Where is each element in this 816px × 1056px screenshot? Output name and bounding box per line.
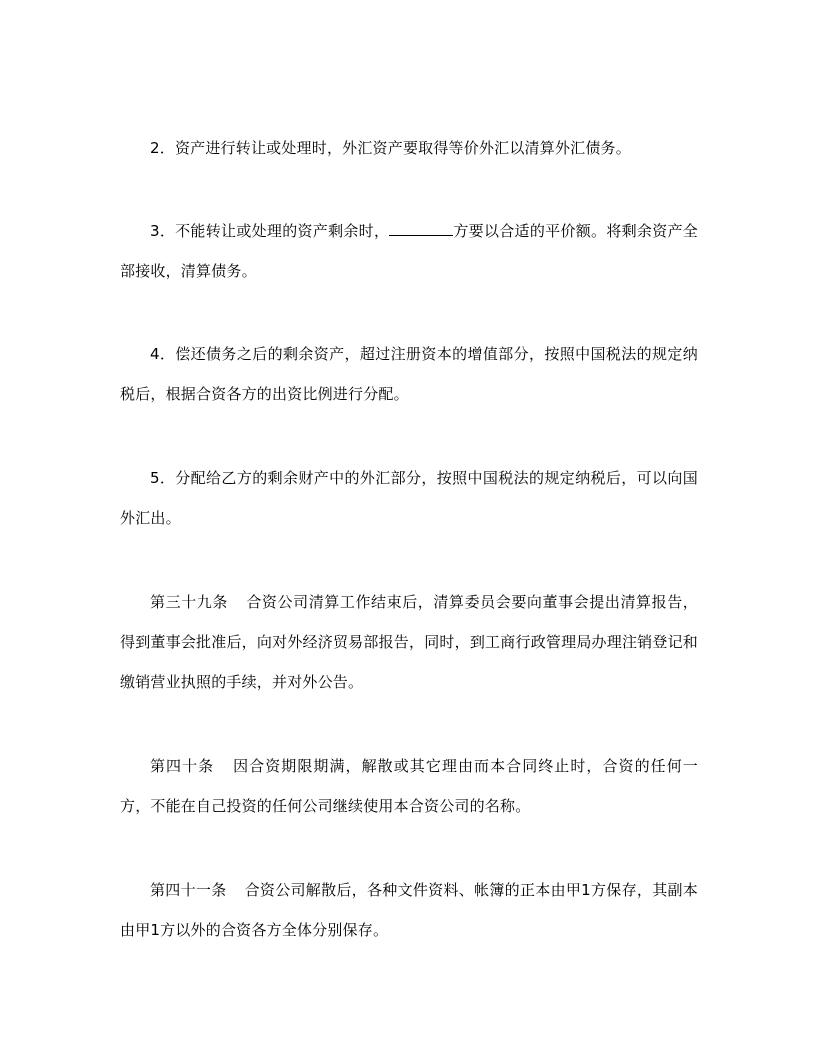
article-40-body: 因合资期限期满，解散或其它理由而本合同终止时，合资的任何一方，不能在自己投资的任何公司继续使用本合资公司的名称。 — [120, 757, 698, 815]
article-41-title: 第四十一条 — [150, 881, 227, 899]
clause-4 — [120, 334, 698, 414]
article-40-title: 第四十条 — [150, 757, 215, 775]
blank-line — [389, 221, 453, 236]
article-39-title: 第三十九条 — [150, 593, 228, 611]
article-41 — [120, 870, 698, 950]
clause-3 — [120, 211, 698, 291]
clause-2-text: 2．资产进行转让或处理时，外汇资产要取得等价外汇以清算外汇债务。 — [150, 139, 631, 157]
clause-3-text-end: 方要以合适的平价额。将剩余资产全部接收，清算债务。 — [120, 222, 699, 280]
clause-4-text: 4．偿还债务之后的剩余资产，超过注册资本的增值部分，按照中国税法的规定纳税后，根据合资各方的出资比例进行分配。 — [120, 345, 698, 403]
clause-3-text-start: 3．不能转让或处理的资产剩余时， — [150, 222, 390, 240]
clause-2 — [120, 128, 698, 168]
clause-5 — [120, 458, 698, 538]
article-40 — [120, 746, 698, 826]
clause-5-text: 5．分配给乙方的剩余财产中的外汇部分，按照中国税法的规定纳税后，可以向国外汇出。 — [120, 469, 698, 527]
article-39 — [120, 582, 698, 702]
article-41-body: 合资公司解散后，各种文件资料、帐簿的正本由甲1方保存，其副本由甲1方以外的合资各方全体分别保存。 — [120, 881, 698, 939]
article-39-body: 合资公司清算工作结束后，清算委员会要向董事会提出清算报告，得到董事会批准后，向对外经济贸易部报告，同时，到工商行政管理局办理注销登记和缴销营业执照的手续，并对外公告。 — [120, 593, 698, 691]
